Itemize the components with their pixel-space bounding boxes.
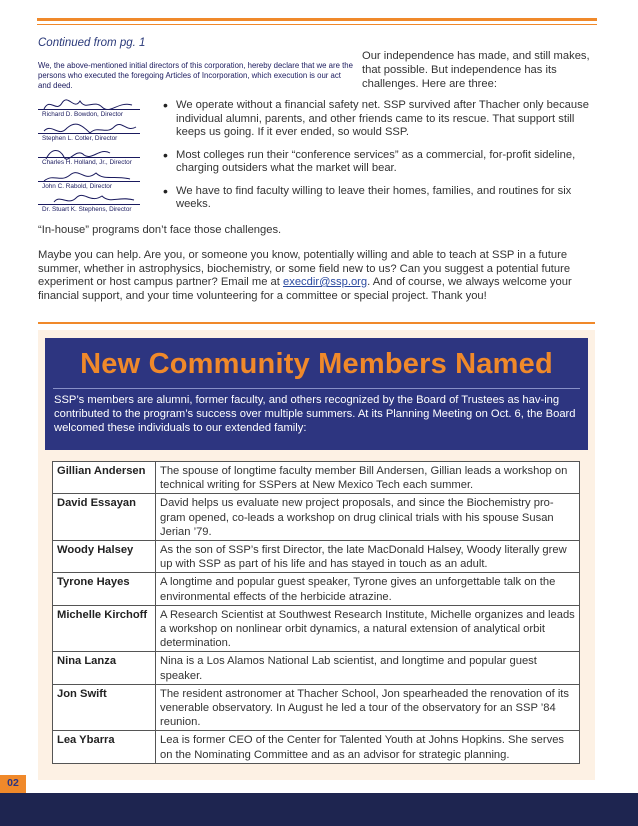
member-name: Lea Ybarra xyxy=(53,731,156,763)
member-name: Nina Lanza xyxy=(53,652,156,684)
footer-bar xyxy=(0,793,638,826)
member-description: Lea is former CEO of the Center for Talented Youth at Johns Hopkins. She serves on the Nominating Committee and as an advisor for strategic planning. xyxy=(156,731,580,763)
member-description: The resident astronomer at Thacher School, Jon spearheaded the renovation of its venerable observatory. In August he led a tour of the observatory for an SSP ’84 reunion. xyxy=(156,684,580,731)
signature-line xyxy=(38,181,140,182)
member-description: Nina is a Los Alamos National Lab scientist, and longtime and popular guest speaker. xyxy=(156,652,580,684)
section-header xyxy=(45,338,588,450)
section-description: SSP’s members are alumni, former faculty, and others recognized by the Board of Trustees as hav-ing contributed to the program’s success over multiple summers. At its Planning Meeting on Oct. 6, the Board welcomed these individuals to our extended family: xyxy=(54,394,576,434)
in-house-paragraph: “In-house” programs don’t face those challenges. xyxy=(38,224,282,236)
table-row xyxy=(53,652,580,684)
table-row xyxy=(53,731,580,763)
continued-note: Continued from pg. 1 xyxy=(38,37,146,49)
list-item xyxy=(163,182,603,212)
signature-line xyxy=(38,157,140,158)
member-name: David Essayan xyxy=(53,494,156,541)
signature-block xyxy=(38,192,153,216)
intro-paragraph: Our independence has made, and still makes, that possible. But independence has its challenges. Here are three: xyxy=(362,50,590,90)
call-to-action-paragraph xyxy=(38,249,598,303)
page-number-badge xyxy=(0,775,26,793)
table-row xyxy=(53,573,580,605)
bullet-icon: • xyxy=(163,97,168,113)
signature-block xyxy=(38,97,153,121)
signature-block xyxy=(38,169,153,193)
cta-text-before: Maybe you can help. Are you, or someone you know, potentially willing and able to teach at SSP in a future summer, whether in astrophysics, biochemistry, or some field new to us? Can you suggest a potential future experiment or host campus partner? Email me at xyxy=(38,249,571,288)
member-description: David helps us evaluate new project proposals, and since the Biochemistry pro-gram opened, co-leads a workshop on drug clinical trials with his spouse Susan Jerian ’79. xyxy=(156,494,580,541)
bullet-icon: • xyxy=(163,182,168,199)
signature-line xyxy=(38,204,140,205)
table-row xyxy=(53,605,580,652)
signer-name: Dr. Stuart K. Stephens, Director xyxy=(42,206,132,213)
cta-text-after: . And of course, we always welcome your financial support, and your time volunteering for a committee or special project. Thank you! xyxy=(38,276,572,302)
list-item-text: We operate without a financial safety net. SSP survived after Thacher only because individual alumni, parents, and other friends came to its rescue. That support still keeps us going. If it ever ended, so would SSP. xyxy=(176,99,589,138)
list-item xyxy=(163,146,603,176)
member-name: Jon Swift xyxy=(53,684,156,731)
list-item xyxy=(163,99,603,140)
member-name: Michelle Kirchoff xyxy=(53,605,156,652)
signer-name: Stephen L. Cotler, Director xyxy=(42,135,118,142)
title-underline xyxy=(53,388,580,389)
section-divider xyxy=(38,322,595,324)
signer-name: Richard D. Bowdon, Director xyxy=(42,111,123,118)
email-link[interactable]: execdir@ssp.org xyxy=(283,276,368,288)
member-description: The spouse of longtime faculty member Bill Andersen, Gillian leads a workshop on technical writing for SSPers at New Mexico Tech each summer. xyxy=(156,462,580,494)
table-row xyxy=(53,684,580,731)
bullet-icon: • xyxy=(163,146,168,163)
member-name: Woody Halsey xyxy=(53,541,156,573)
member-description: As the son of SSP’s first Director, the late MacDonald Halsey, Woody literally grew up with SSP as part of his life and has stayed in touch as an adult. xyxy=(156,541,580,573)
member-description: A longtime and popular guest speaker, Tyrone gives an unforgettable talk on the environmental effects of the herbicide atrazine. xyxy=(156,573,580,605)
table-row xyxy=(53,462,580,494)
signature-line xyxy=(38,133,140,134)
signature-line xyxy=(38,109,140,110)
signer-name: Charles H. Holland, Jr., Director xyxy=(42,159,132,166)
signer-name: John C. Rabold, Director xyxy=(42,183,112,190)
signature-block xyxy=(38,145,153,169)
member-name: Tyrone Hayes xyxy=(53,573,156,605)
table-row xyxy=(53,494,580,541)
top-rule-thin xyxy=(37,24,597,25)
challenges-list xyxy=(163,99,603,221)
list-item-text: We have to find faculty willing to leave their homes, families, and routines for six weeks. xyxy=(176,184,572,210)
section-title: New Community Members Named xyxy=(80,348,553,380)
top-rule xyxy=(37,18,597,21)
page-number: 02 xyxy=(7,777,19,789)
table-row xyxy=(53,541,580,573)
member-name: Gillian Andersen xyxy=(53,462,156,494)
declaration-text: We, the above-mentioned initial directors of this corporation, hereby declare that we are the persons who executed the foregoing Articles of Incorporation, which execution is our act and deed. xyxy=(38,61,353,90)
members-table xyxy=(52,461,580,764)
list-item-text: Most colleges run their “conference services” as a commercial, for-profit sideline, charging outsiders what the market will bear. xyxy=(176,148,576,174)
member-description: A Research Scientist at Southwest Research Institute, Michelle organizes and leads a workshop on nonlinear orbit dynamics, a natural extension of analytical orbit determination. xyxy=(156,605,580,652)
signature-block xyxy=(38,121,153,145)
